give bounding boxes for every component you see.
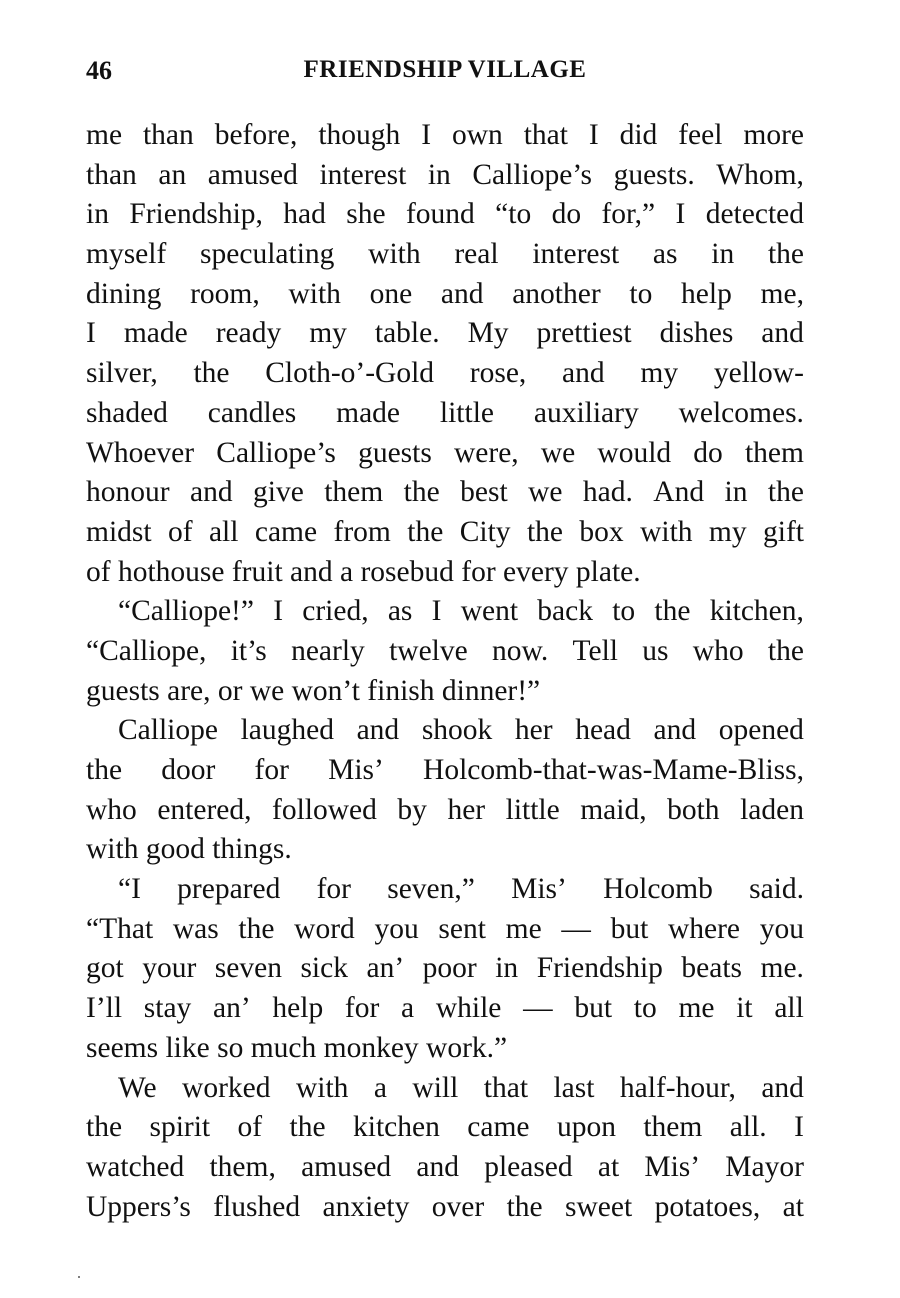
word: we	[528, 476, 563, 509]
word: the	[767, 238, 804, 271]
word: from	[333, 515, 391, 548]
word: the	[526, 515, 563, 548]
word: my	[309, 317, 347, 350]
word: worked	[182, 1071, 271, 1104]
word: one	[369, 277, 413, 310]
word: and	[562, 357, 605, 390]
word: a	[340, 555, 354, 588]
word: dining	[86, 277, 162, 310]
word: door	[161, 754, 216, 786]
word: Calliope’s	[472, 158, 593, 191]
word: silver,	[86, 357, 158, 390]
word: me	[505, 912, 542, 945]
word: with	[368, 238, 421, 271]
word: amused	[207, 158, 298, 191]
word: real	[454, 238, 499, 271]
word: feel	[678, 119, 723, 151]
word: we	[249, 674, 285, 707]
word: I	[794, 1111, 804, 1144]
word: a	[373, 1071, 387, 1104]
word: laden	[740, 793, 804, 826]
word: over	[431, 1190, 485, 1223]
word: shook	[421, 714, 493, 747]
word: rose,	[469, 357, 527, 390]
word: like	[165, 1031, 210, 1064]
page-header	[86, 56, 804, 92]
word: all.	[729, 1111, 767, 1144]
word: I	[86, 317, 96, 350]
text-line	[86, 1029, 804, 1069]
word: my	[640, 357, 679, 390]
word: my	[708, 515, 747, 548]
word: head	[575, 714, 631, 747]
word: potatoes,	[654, 1190, 761, 1223]
word: for	[344, 992, 380, 1025]
word: fruit	[231, 555, 283, 588]
word: but	[574, 992, 613, 1025]
word: stay	[143, 992, 192, 1025]
text-line	[86, 672, 804, 712]
word: an’	[366, 952, 405, 985]
word: them	[643, 1111, 703, 1144]
word: at	[597, 1150, 620, 1183]
word: interest	[532, 238, 620, 271]
word: seems	[86, 1031, 159, 1064]
text-line	[86, 314, 804, 354]
text-line	[86, 791, 804, 831]
word: Holcomb-that-was-Mame-Bliss,	[423, 754, 804, 786]
word: help	[681, 277, 732, 310]
word: us	[642, 634, 669, 667]
running-title: FRIENDSHIP VILLAGE	[303, 56, 587, 83]
word: myself	[86, 238, 167, 271]
word: and	[761, 1071, 804, 1104]
word: did	[619, 119, 658, 151]
word: We	[118, 1071, 157, 1104]
word: I	[421, 119, 432, 151]
page-number: 46	[86, 56, 112, 85]
word: had	[283, 198, 326, 231]
word: while	[435, 992, 502, 1025]
word: an’	[213, 992, 251, 1025]
word: little	[505, 793, 560, 826]
text-line	[86, 354, 804, 394]
word: shaded	[86, 396, 168, 429]
word: And	[653, 476, 705, 509]
word: the	[86, 754, 123, 786]
text-line	[86, 235, 804, 275]
word: I	[431, 595, 442, 628]
word: own	[451, 119, 503, 151]
word: we	[540, 436, 576, 469]
text-line	[86, 1148, 804, 1188]
word: speculating	[200, 238, 335, 271]
word: me.	[760, 952, 804, 985]
word: me,	[760, 277, 804, 310]
word: was	[172, 912, 219, 945]
word: guests	[358, 436, 432, 469]
word: the	[86, 1111, 123, 1144]
text-line	[86, 989, 804, 1029]
text-line	[86, 1188, 804, 1228]
word: had.	[582, 476, 633, 509]
text-line	[86, 275, 804, 315]
word: do	[551, 198, 582, 231]
word: entered,	[157, 793, 252, 826]
word: the	[193, 357, 230, 390]
word: as	[387, 595, 413, 628]
word: both	[667, 793, 720, 826]
word: it’s	[230, 634, 267, 667]
word: Mis’	[328, 754, 384, 786]
text-line	[86, 910, 804, 950]
text-line	[86, 751, 804, 791]
word: to	[629, 277, 653, 310]
word: nearly	[291, 634, 365, 667]
word: with	[295, 1071, 349, 1104]
word: do	[693, 436, 723, 469]
word: before,	[214, 119, 298, 151]
word: dishes	[659, 317, 734, 350]
word: all	[774, 992, 804, 1025]
word: pleased	[484, 1150, 573, 1183]
word: than	[86, 158, 137, 191]
word: for	[461, 555, 496, 588]
word: amused	[301, 1150, 392, 1183]
word: watched	[86, 1150, 185, 1183]
word: as	[652, 238, 678, 271]
word: gift	[763, 515, 804, 548]
word: —	[523, 992, 553, 1025]
text-line	[86, 156, 804, 196]
word: work.”	[426, 1031, 508, 1064]
word: interest	[319, 158, 407, 191]
word: you	[759, 912, 804, 945]
word: ready	[215, 317, 282, 350]
word: in	[724, 476, 748, 509]
word: said.	[749, 873, 804, 906]
word: “to	[495, 198, 532, 231]
text-line	[86, 513, 804, 553]
word: give	[253, 476, 304, 509]
word: rosebud	[360, 555, 454, 588]
word: the	[767, 476, 804, 509]
word: opened	[718, 714, 804, 747]
word: best	[460, 476, 508, 509]
word: followed	[272, 793, 377, 826]
word: in	[86, 198, 109, 231]
word: and	[653, 714, 697, 747]
word: in	[495, 952, 519, 985]
word: them	[744, 436, 804, 469]
word: more	[743, 119, 804, 151]
word: Whoever	[86, 436, 195, 469]
word: monkey	[323, 1031, 419, 1064]
word: though	[318, 119, 401, 151]
word: word	[294, 912, 355, 945]
word: Whom,	[716, 158, 804, 191]
word: than	[142, 119, 194, 151]
word: with	[288, 277, 341, 310]
word: good	[145, 833, 205, 866]
word: where	[667, 912, 741, 945]
word: a	[401, 992, 415, 1025]
word: sick	[300, 952, 348, 985]
word: but	[610, 912, 649, 945]
word: and	[190, 476, 233, 509]
word: last	[553, 1071, 595, 1104]
word: City	[459, 515, 511, 548]
word: the	[654, 595, 691, 628]
word: that	[523, 119, 568, 151]
word: that	[483, 1071, 529, 1104]
word: and	[290, 555, 333, 588]
word: went	[460, 595, 519, 628]
word: I	[675, 198, 686, 231]
word: the	[407, 515, 444, 548]
word: of	[86, 555, 111, 588]
word: My	[467, 317, 509, 350]
word: prepared	[177, 873, 281, 906]
text-line	[86, 870, 804, 910]
word: I	[588, 119, 599, 151]
word: for	[254, 754, 289, 786]
word: midst	[86, 515, 152, 548]
word: in	[711, 238, 735, 271]
word: and	[356, 714, 400, 747]
word: her	[447, 793, 486, 826]
word: Tell	[572, 634, 618, 667]
word: seven,”	[387, 873, 475, 906]
word: so	[217, 1031, 244, 1064]
word: would	[597, 436, 672, 469]
text-line	[86, 1108, 804, 1148]
word: an	[158, 158, 187, 191]
word: Holcomb	[603, 873, 713, 906]
word: candles	[207, 396, 297, 429]
word: them	[324, 476, 384, 509]
word: and	[761, 317, 804, 350]
word: back	[537, 595, 593, 628]
word: Uppers’s	[86, 1190, 191, 1223]
word: made	[336, 396, 401, 429]
word: prettiest	[536, 317, 632, 350]
word: and	[440, 277, 484, 310]
word: with	[86, 833, 139, 866]
word: your	[142, 952, 197, 985]
word: with	[640, 515, 693, 548]
word: the	[403, 476, 440, 509]
word: box	[579, 515, 624, 548]
text-line	[86, 592, 804, 632]
word: at	[782, 1190, 804, 1223]
word: finish	[367, 674, 435, 707]
word: detected	[705, 198, 804, 231]
word: Calliope’s	[216, 436, 336, 469]
word: guests.	[613, 158, 695, 191]
word: spirit	[149, 1111, 211, 1144]
word: got	[86, 952, 124, 985]
word: —	[561, 912, 591, 945]
word: all	[208, 515, 239, 548]
word: the	[506, 1190, 543, 1223]
text-line	[86, 553, 804, 593]
word: the	[767, 634, 804, 667]
word: another	[512, 277, 601, 310]
word: table.	[374, 317, 440, 350]
word: her	[514, 714, 553, 747]
word: little	[439, 396, 494, 429]
word: of	[167, 515, 193, 548]
word: came	[467, 1111, 530, 1144]
word: flushed	[213, 1190, 301, 1223]
word: the	[289, 1111, 326, 1144]
word: hothouse	[117, 555, 225, 588]
word: laughed	[240, 714, 334, 747]
word: Mis’	[644, 1150, 701, 1183]
word: “I	[118, 873, 141, 906]
word: yellow-	[713, 357, 804, 390]
word: upon	[556, 1111, 616, 1144]
word: by	[397, 793, 427, 826]
word: now.	[491, 634, 549, 667]
word: Cloth-o’-Gold	[265, 357, 435, 390]
word: guests	[86, 674, 160, 707]
word: maid,	[580, 793, 647, 826]
word: in	[427, 158, 451, 191]
word: for	[316, 873, 351, 906]
word: sweet	[565, 1190, 633, 1223]
print-speck	[78, 1276, 80, 1278]
text-line	[86, 434, 804, 474]
word: beats	[681, 952, 743, 985]
word: won’t	[291, 674, 360, 707]
word: made	[123, 317, 188, 350]
body-text	[86, 116, 804, 1227]
word: twelve	[389, 634, 468, 667]
word: of	[237, 1111, 263, 1144]
word: to	[633, 992, 657, 1025]
word: kitchen	[353, 1111, 440, 1144]
text-line	[86, 116, 804, 156]
word: poor	[422, 952, 477, 985]
word: anxiety	[322, 1190, 410, 1223]
word: will	[412, 1071, 459, 1104]
word: things.	[212, 833, 292, 866]
word: them,	[209, 1150, 276, 1183]
word: help	[272, 992, 324, 1025]
text-line	[86, 394, 804, 434]
word: are,	[167, 674, 211, 707]
word: “That	[86, 912, 154, 945]
text-line	[86, 1069, 804, 1109]
word: you	[374, 912, 419, 945]
word: sent	[438, 912, 486, 945]
word: for,”	[601, 198, 656, 231]
word: every	[503, 555, 569, 588]
word: who	[86, 793, 137, 826]
word: Mis’	[511, 873, 567, 906]
word: it	[736, 992, 753, 1025]
word: half-hour,	[619, 1071, 736, 1104]
word: cried,	[302, 595, 369, 628]
word: “Calliope,	[86, 634, 207, 667]
word: Friendship,	[129, 198, 263, 231]
word: Calliope	[118, 714, 218, 747]
text-line	[86, 473, 804, 513]
text-line	[86, 830, 804, 870]
word: and	[416, 1150, 459, 1183]
text-line	[86, 195, 804, 235]
word: welcomes.	[678, 396, 804, 429]
word: “Calliope!”	[118, 595, 254, 628]
word: honour	[86, 476, 170, 509]
word: the	[238, 912, 275, 945]
word: were,	[453, 436, 519, 469]
word: seven	[214, 952, 282, 985]
text-line	[86, 949, 804, 989]
word: who	[692, 634, 744, 667]
word: room,	[190, 277, 260, 310]
word: Mayor	[725, 1150, 804, 1183]
word: me	[678, 992, 715, 1025]
word: plate.	[575, 555, 641, 588]
word: to	[612, 595, 636, 628]
word: auxiliary	[533, 396, 639, 429]
word: me	[86, 119, 123, 151]
word: she	[346, 198, 386, 231]
word: found	[405, 198, 475, 231]
word: kitchen,	[709, 595, 804, 628]
text-line	[86, 711, 804, 751]
text-line	[86, 632, 804, 672]
word: came	[254, 515, 318, 548]
word: or	[217, 674, 243, 707]
word: dinner!”	[441, 674, 541, 707]
word: I	[273, 595, 284, 628]
word: much	[250, 1031, 317, 1064]
word: I’ll	[86, 992, 123, 1025]
word: Friendship	[536, 952, 663, 985]
